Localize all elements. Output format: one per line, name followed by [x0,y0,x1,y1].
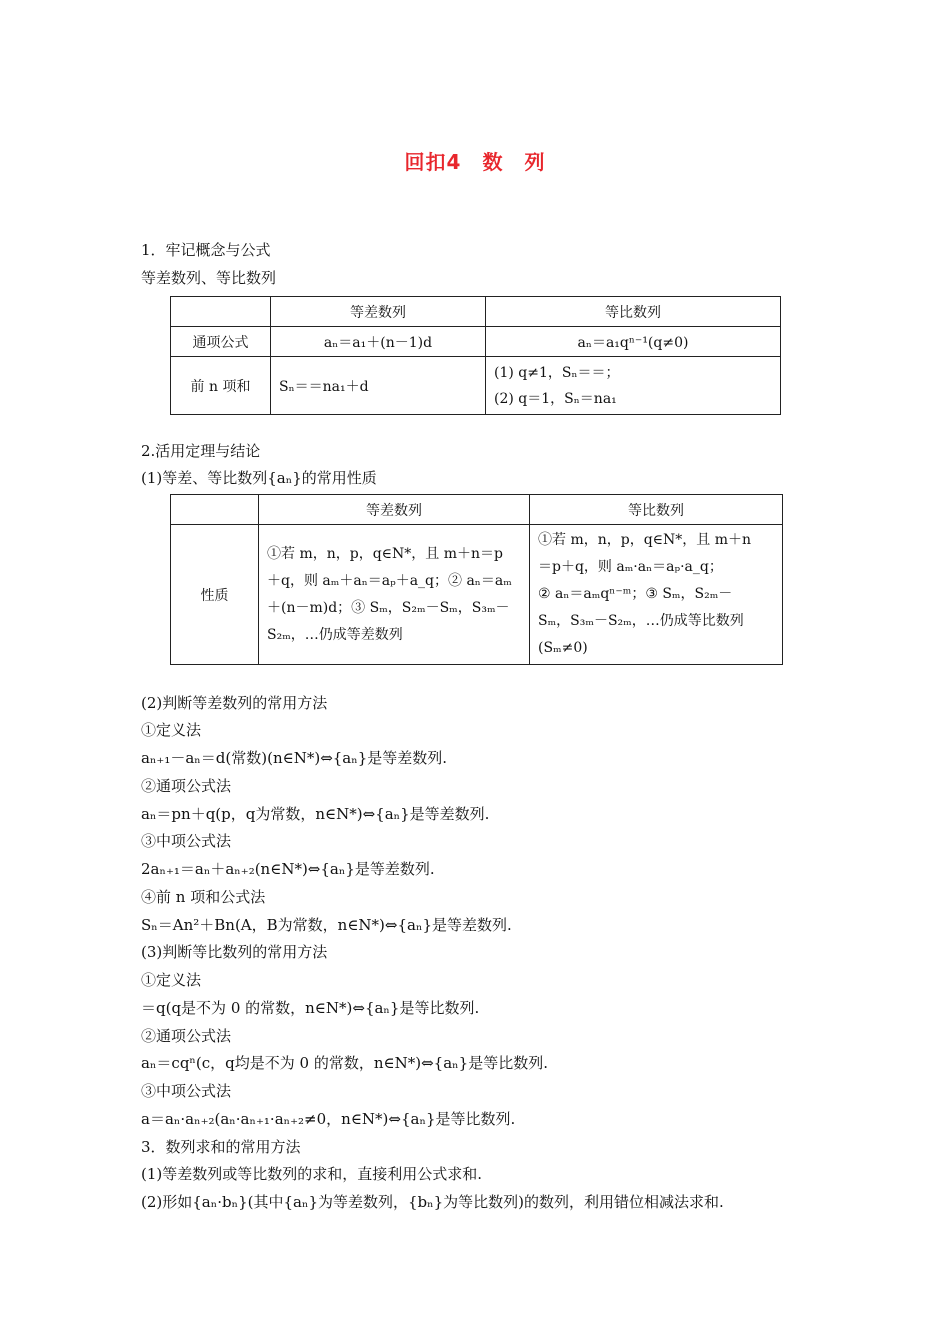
geo-prop-line: ＝p＋q，则 aₘ·aₙ＝aₚ·a_q； [538,559,723,575]
method-line: (3)判断等比数列的常用方法 [141,943,328,961]
page-title: 回扣4 数 列 [404,150,546,174]
method-line: Sₙ＝An²＋Bn(A，B为常数，n∈N*)⇔{aₙ}是等差数列. [141,916,512,934]
table-header-geo: 等比数列 [486,297,781,327]
geo-prop-line: (Sₘ≠0) [538,640,588,656]
method-line: aₙ＝cqⁿ(c，q均是不为 0 的常数，n∈N*)⇔{aₙ}是等比数列. [141,1054,548,1072]
section1-subheading: 等差数列、等比数列 [141,269,277,287]
geo-prop-line: Sₘ，S₃ₘ－S₂ₘ，…仍成等比数列 [538,613,744,629]
geo-sum-line1: (1) q≠1，Sₙ＝＝； [494,364,620,381]
table-header-arith: 等差数列 [271,297,486,327]
method-line: ②通项公式法 [141,777,232,795]
arith-sum: Sₙ＝＝na₁＋d [271,357,486,415]
method-line: ③中项公式法 [141,1082,232,1100]
method-line: ＝q(q是不为 0 的常数，n∈N*)⇔{aₙ}是等比数列. [141,999,480,1017]
table-header-empty [171,297,271,327]
method-line: aₙ₊₁－aₙ＝d(常数)(n∈N*)⇔{aₙ}是等差数列. [141,749,448,767]
properties-table [170,494,783,665]
arith-prop-line: ＋(n－m)d；③ Sₘ，S₂ₘ－Sₘ，S₃ₘ－ [267,599,510,616]
method-line: ③中项公式法 [141,832,232,850]
geo-prop-line: ①若 m，n，p，q∈N*，且 m＋n [538,532,752,548]
geo-sum-cell [486,357,781,415]
arith-general-term: aₙ＝a₁＋(n－1)d [271,327,486,357]
geo-sum-line2: (2) q＝1，Sₙ＝na₁ [494,390,617,407]
method-line: ①定义法 [141,971,202,989]
method-line: 2aₙ₊₁＝aₙ＋aₙ₊₂(n∈N*)⇔{aₙ}是等差数列. [141,860,435,878]
row-label-sum: 前 n 项和 [171,357,271,415]
table2-header-geo: 等比数列 [530,495,783,525]
row-label-properties: 性质 [171,525,259,665]
sum-method-line: (2)形如{aₙ·bₙ}(其中{aₙ}为等差数列，{bₙ}为等比数列)的数列，利用错位相减法求和. [141,1193,724,1211]
table2-header-arith: 等差数列 [259,495,530,525]
geo-general-term: aₙ＝a₁qⁿ⁻¹(q≠0) [486,327,781,357]
arith-prop-line: ①若 m，n，p，q∈N*，且 m＋n＝p [267,545,503,562]
arith-properties [259,525,530,665]
geo-prop-line: ② aₙ＝aₘqⁿ⁻ᵐ；③ Sₘ，S₂ₘ－ [538,586,733,602]
method-line: (2)判断等差数列的常用方法 [141,694,328,712]
method-line: a＝aₙ·aₙ₊₂(aₙ·aₙ₊₁·aₙ₊₂≠0，n∈N*)⇔{aₙ}是等比数列. [141,1110,516,1128]
method-line: ②通项公式法 [141,1027,232,1045]
arith-prop-line: S₂ₘ，…仍成等差数列 [267,626,403,643]
method-line: ④前 n 项和公式法 [141,888,266,906]
row-label-general-term: 通项公式 [171,327,271,357]
method-line: aₙ＝pn＋q(p，q为常数，n∈N*)⇔{aₙ}是等差数列. [141,805,490,823]
table2-header-empty [171,495,259,525]
section2-sub1: (1)等差、等比数列{aₙ}的常用性质 [141,469,377,487]
section1-heading: 1．牢记概念与公式 [141,241,271,259]
geo-properties [530,525,783,665]
method-line: ①定义法 [141,721,202,739]
formula-table [170,296,781,415]
section3-heading: 3．数列求和的常用方法 [141,1138,301,1156]
section2-heading: 2.活用定理与结论 [141,442,261,460]
arith-prop-line: ＋q，则 aₘ＋aₙ＝aₚ＋a_q；② aₙ＝aₘ [267,572,512,589]
sum-method-line: (1)等差数列或等比数列的求和，直接利用公式求和. [141,1165,483,1183]
